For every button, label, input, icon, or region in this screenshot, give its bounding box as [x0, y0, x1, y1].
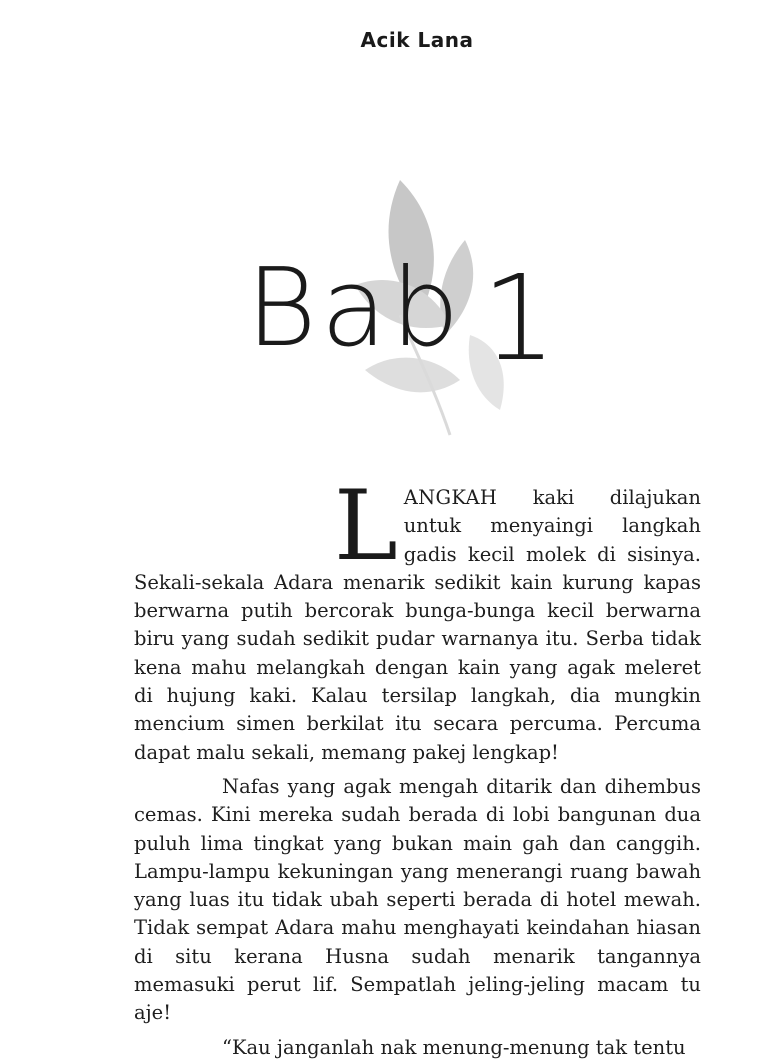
running-header-author: Acik Lana	[360, 28, 474, 52]
paragraph-1-text: kaki dilajukan untuk menyaingi langkah gadis kecil molek di sisinya. Sekali-sekala Adara menarik sedikit kain kurung kapas berwarna putih bercorak bunga-bunga kecil berwarna biru yang sudah sedikit pudar warnanya itu. Serba tidak kena mahu melangkah dengan kain yang agak meleret di hujung kaki. Kalau tersilap langkah, dia mungkin mencium simen berkilat itu secara percuma. Percuma dapat malu sekali, memang pakej lengkap!	[134, 486, 701, 764]
paragraph-3: “Kau janganlah nak menung-menung tak tentu	[222, 1035, 686, 1059]
chapter-body	[134, 470, 701, 1062]
opening-word: ANGKAH	[403, 486, 498, 509]
chapter-label: Bab	[246, 246, 464, 371]
chapter-number: 1	[481, 249, 561, 387]
chapter-heading	[246, 245, 561, 387]
paragraph-2: Nafas yang agak mengah ditarik dan dihembus cemas. Kini mereka sudah berada di lobi bangunan dua puluh lima tingkat yang bukan main gah dan canggih. Lampu-lampu kekuningan yang menerangi ruang bawah yang luas itu tidak ubah seperti berada di hotel mewah. Tidak sempat Adara mahu menghayati keindahan hiasan di situ kerana Husna sudah menarik tangannya memasuki perut lif. Sempatlah jeling-jeling macam tu aje!	[134, 774, 701, 1025]
drop-cap: L	[334, 470, 398, 582]
paragraph-1	[134, 470, 701, 767]
